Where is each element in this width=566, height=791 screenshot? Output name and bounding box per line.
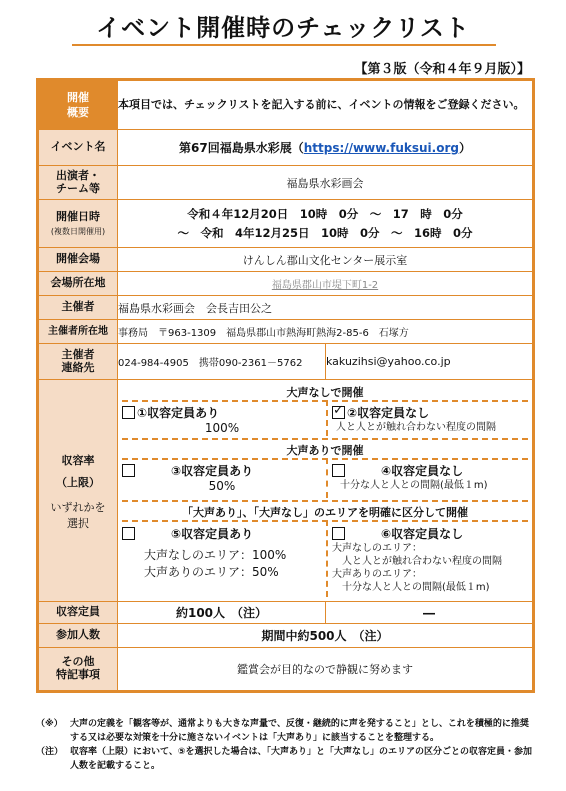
- capacity-rate-label-3: いずれかを: [50, 501, 106, 515]
- performers-row: [38, 166, 534, 200]
- performers-label-1: 出演者・: [56, 168, 100, 182]
- event-name-label: イベント名: [38, 130, 118, 166]
- divider: [122, 458, 528, 460]
- option-3[interactable]: [122, 462, 322, 493]
- divider: [326, 400, 328, 436]
- option-2-desc: 人と人とが触れ合わない程度の間隔: [336, 422, 496, 433]
- event-name-text: 第67回福島県水彩展（: [179, 141, 304, 155]
- participants-row: [38, 624, 534, 648]
- performers-label: [38, 166, 118, 200]
- venue-address-text: 福島県郡山市堤下町1-2: [271, 280, 379, 291]
- venue-address-label: 会場所在地: [38, 272, 118, 296]
- footnote: [36, 718, 536, 746]
- option-5-line2: 大声ありのエリア：50%: [144, 565, 279, 579]
- performers-value[interactable]: 福島県水彩画会: [118, 166, 534, 200]
- option-2-checkbox-checked[interactable]: [332, 406, 345, 419]
- participants-label: 参加人数: [38, 624, 118, 648]
- other-label-1: その他: [61, 655, 95, 669]
- organizer-address-label: 主催者所在地: [38, 320, 118, 344]
- capacity-rate-label-4: 選択: [67, 516, 89, 530]
- option-6-line1: 大声なしのエリア：: [332, 543, 422, 554]
- dates-value[interactable]: [118, 200, 534, 248]
- footnote: [36, 746, 536, 774]
- contact-phone[interactable]: 024-984-4905 携帯090-2361－5762: [118, 344, 326, 380]
- option-5[interactable]: [122, 525, 322, 580]
- capacity-value[interactable]: 約100人 （注）: [118, 602, 326, 624]
- divider: [122, 520, 528, 522]
- event-name-suffix: ）: [458, 141, 471, 155]
- dates-row: [38, 200, 534, 248]
- option-6-title: ⑥収容定員なし: [381, 527, 464, 541]
- option-5-checkbox[interactable]: [122, 527, 135, 540]
- organizer-address-value[interactable]: 事務局 〒963-1309 福島県郡山市熱海町熱海2-85-6 石塚方: [118, 320, 534, 344]
- split-header: 「大声あり」、「大声なし」のエリアを明確に区分して開催: [182, 506, 468, 519]
- divider: [326, 520, 328, 597]
- intro-label-line1: 開催: [67, 90, 89, 104]
- option-3-title: ③収容定員あり: [171, 464, 254, 478]
- option-4-desc: 十分な人と人との間隔(最低１m): [340, 480, 488, 491]
- intro-label-line2: 概要: [67, 106, 89, 119]
- other-row: [38, 648, 534, 692]
- intro-row: [38, 80, 534, 130]
- divider: [122, 400, 528, 402]
- capacity-rate-label: [38, 380, 118, 602]
- option-5-title: ⑤収容定員あり: [171, 527, 254, 541]
- footnote-text: 大声の定義を「観客等が、通常よりも大きな声量で、反復・継続的に声を発すること」とし、これを積極的に推奨する又は必要な対策を十分に施さないイベントは「大声あり」に該当することを整理する。: [70, 719, 529, 743]
- dates-line2: ～ 令和 4年12月25日 10時 0分 ～ 16時 0分: [177, 225, 473, 240]
- capacity-rate-row: [38, 380, 534, 602]
- venue-row: [38, 248, 534, 272]
- divider: [122, 500, 528, 502]
- edition-label: 【第３版（令和４年９月版）】: [354, 62, 530, 77]
- contact-label: [38, 344, 118, 380]
- option-6-line3: 大声ありのエリア：: [332, 569, 422, 580]
- organizer-label: 主催者: [38, 296, 118, 320]
- contact-row: [38, 344, 534, 380]
- venue-label: 開催会場: [38, 248, 118, 272]
- other-label: [38, 648, 118, 692]
- organizer-address-row: [38, 320, 534, 344]
- other-value[interactable]: 鑑賞会が目的なので静観に努めます: [118, 648, 534, 692]
- option-1-checkbox[interactable]: [122, 406, 135, 419]
- option-2[interactable]: [332, 404, 532, 434]
- capacity-rate-options: [118, 380, 534, 602]
- intro-label: [38, 80, 118, 130]
- option-1[interactable]: [122, 404, 322, 435]
- footnote-text: 収容率（上限）において、⑤を選択した場合は、「大声あり」と「大声なし」のエリアの区分ごとの収容定員・参加人数を記載すること。: [70, 746, 532, 771]
- venue-address-value[interactable]: [118, 272, 534, 296]
- footnote-mark: （※）: [36, 719, 63, 729]
- dates-label: [38, 200, 118, 248]
- option-5-line1: 大声なしのエリア：100%: [144, 548, 287, 562]
- option-4-title: ④収容定員なし: [381, 464, 464, 478]
- contact-label-1: 主催者: [61, 347, 95, 361]
- dates-label-small: (複数日開催用): [50, 226, 106, 236]
- footnotes: [36, 718, 536, 774]
- intro-text: 本項目では、チェックリストを記入する前に、イベントの情報をご登録ください。: [118, 80, 534, 130]
- option-1-title: ①収容定員あり: [137, 406, 220, 420]
- option-3-checkbox[interactable]: [122, 464, 135, 477]
- capacity-rate-label-1: 収容率: [61, 454, 95, 468]
- option-1-value: 100%: [204, 421, 240, 435]
- dates-line1: 令和４年12月20日 10時 0分 ～ 17 時 0分: [187, 207, 463, 222]
- event-name-value[interactable]: [118, 130, 534, 166]
- option-4[interactable]: [332, 462, 532, 492]
- contact-email[interactable]: kakuzihsi@yahoo.co.jp: [326, 344, 534, 380]
- contact-label-2: 連絡先: [61, 360, 95, 374]
- footnote-mark: （注）: [36, 746, 64, 757]
- option-6[interactable]: [332, 525, 532, 594]
- capacity-rate-label-2: （上限）: [56, 476, 100, 490]
- capacity-label: 収容定員: [38, 602, 118, 624]
- page-title: イベント開催時のチェックリスト: [96, 14, 470, 42]
- divider: [122, 438, 528, 440]
- option-3-value: 50%: [208, 479, 236, 493]
- participants-value[interactable]: 期間中約500人 （注）: [118, 624, 534, 648]
- option-6-checkbox[interactable]: [332, 527, 345, 540]
- title-underline: [72, 44, 496, 46]
- option-4-checkbox[interactable]: [332, 464, 345, 477]
- venue-address-row: [38, 272, 534, 296]
- venue-value[interactable]: けんしん郡山文化センター展示室: [118, 248, 534, 272]
- voice-header: 大声ありで開催: [286, 444, 364, 457]
- event-url-link[interactable]: https://www.fuksui.org: [303, 141, 459, 155]
- event-name-row: [38, 130, 534, 166]
- capacity-row: [38, 602, 534, 624]
- no-voice-header: 大声なしで開催: [286, 386, 364, 399]
- option-2-title: ②収容定員なし: [347, 406, 430, 420]
- option-6-line4: 十分な人と人との間隔(最低１m): [342, 582, 490, 593]
- other-label-2: 特記事項: [56, 668, 100, 681]
- capacity-value-2[interactable]: ―: [326, 602, 534, 624]
- performers-label-2: チーム等: [56, 181, 100, 195]
- divider: [326, 458, 328, 498]
- dates-label-text: 開催日時: [56, 210, 100, 224]
- organizer-row: [38, 296, 534, 320]
- option-6-line2: 人と人とが触れ合わない程度の間隔: [342, 556, 502, 567]
- checklist-table: [36, 78, 535, 693]
- organizer-value[interactable]: 福島県水彩画会 会長吉田公之: [118, 296, 534, 320]
